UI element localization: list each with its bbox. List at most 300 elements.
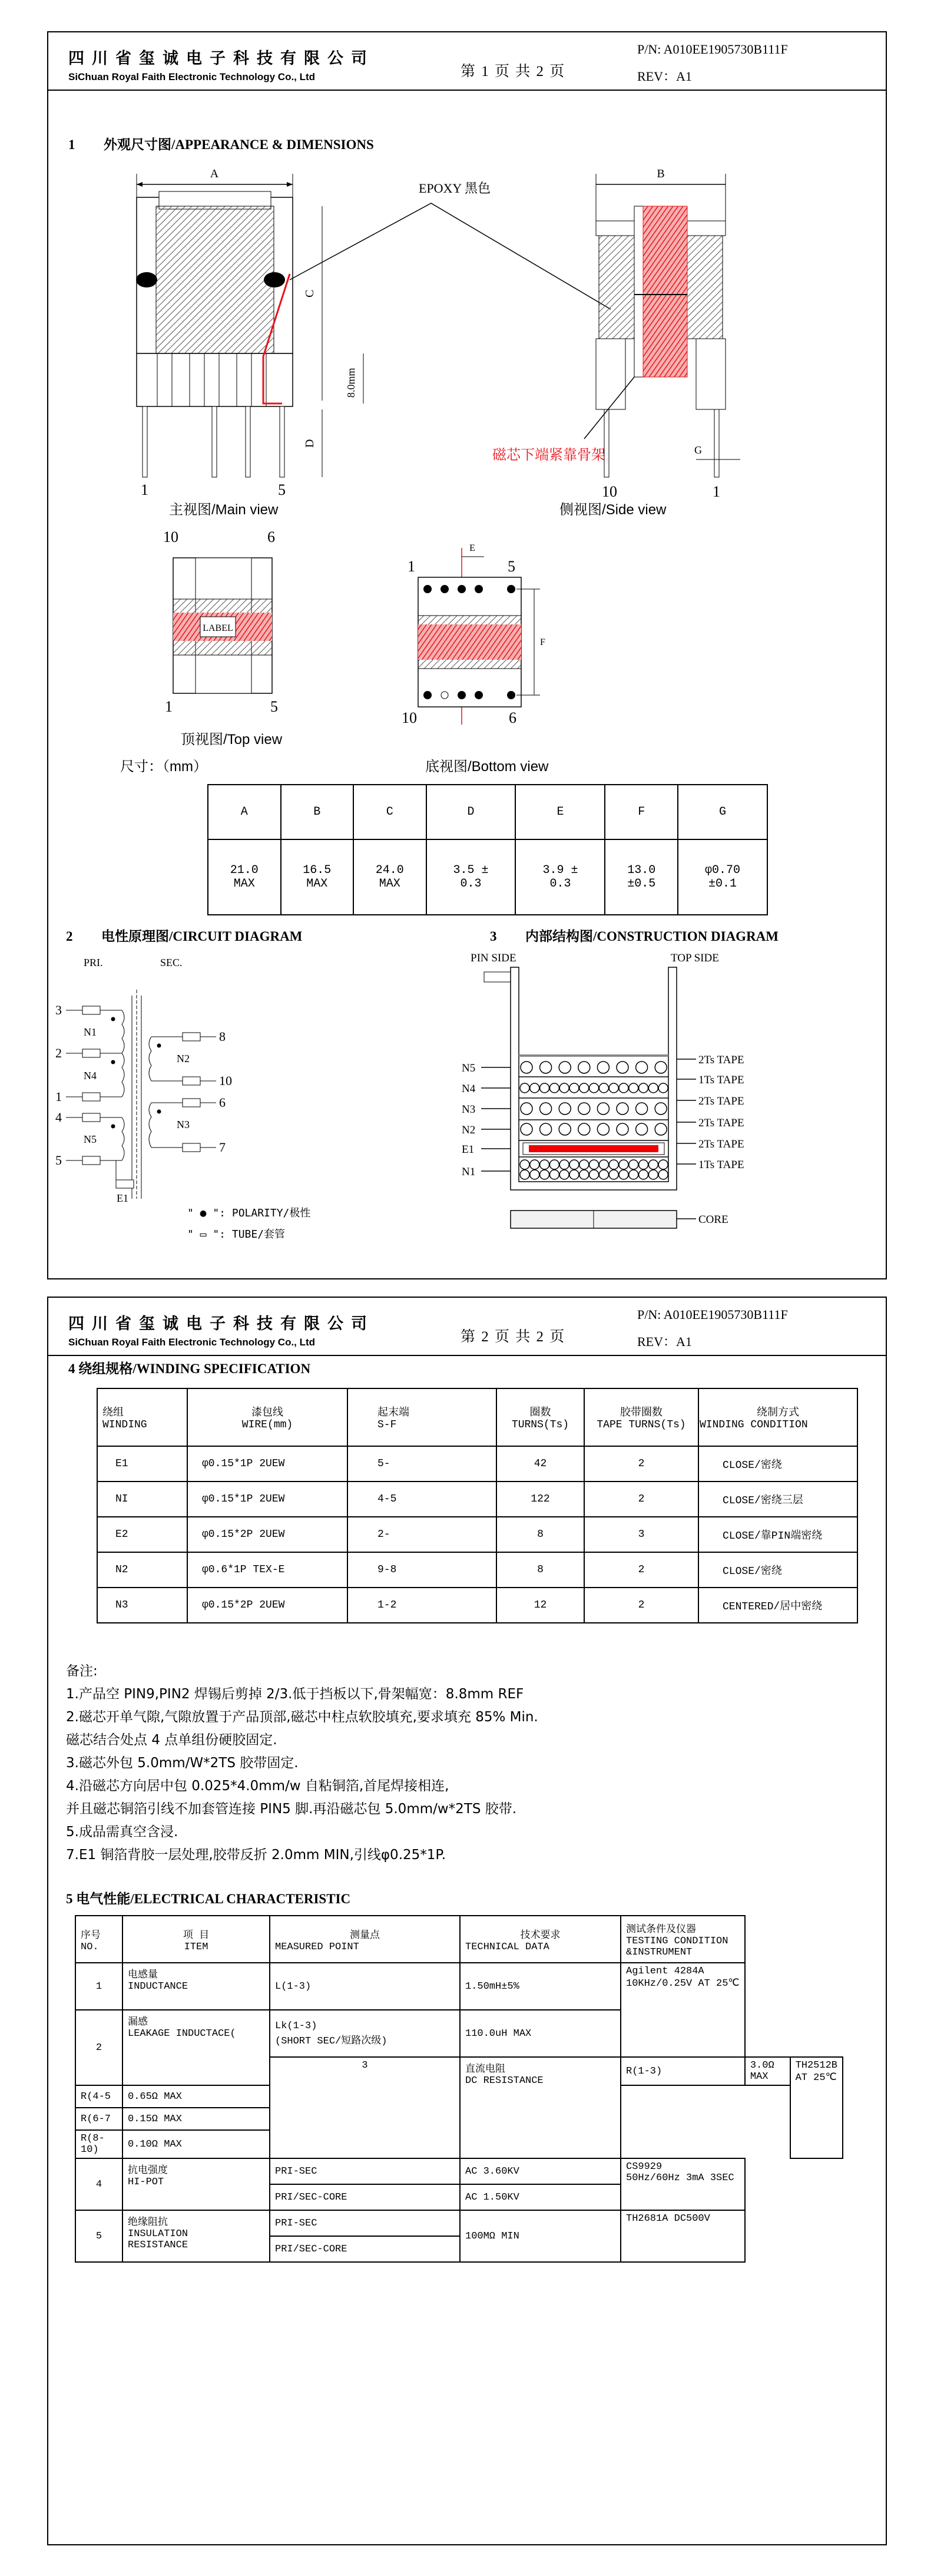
electrical-header [270, 1916, 460, 1963]
wire-turn [578, 1123, 590, 1135]
top-view-label: LABEL [203, 623, 233, 633]
item-name-cn: 漏感 [128, 2017, 148, 2028]
note-line: 7.E1 铜箔背胶一层处理,胶带反折 2.0mm MIN,引线φ0.25*1P. [66, 1847, 446, 1863]
turns: 42 [496, 1446, 584, 1482]
tape-label: 2Ts TAPE [698, 1095, 744, 1107]
shield-copper [529, 1145, 658, 1152]
header-cn: 起末端 [377, 1407, 409, 1419]
wire-turn [569, 1160, 579, 1169]
section-4-title [68, 1358, 310, 1377]
tape-turns: 2 [584, 1552, 698, 1588]
technical-data: 0.10Ω MAX [122, 2130, 270, 2158]
section-5-title [66, 1888, 350, 1907]
dim-header: F [605, 785, 678, 839]
side-pin-1: 1 [713, 483, 720, 500]
electrical-header [460, 1916, 621, 1963]
item-name [460, 2057, 621, 2158]
section-number: 5 [66, 1892, 73, 1906]
wire-turn [629, 1170, 638, 1179]
wire-turn [609, 1170, 618, 1179]
electrical-table [75, 1915, 843, 2263]
wire-turn [540, 1103, 552, 1115]
dim-value-line: 21.0 [230, 864, 259, 877]
header-cn: 绕组 [102, 1407, 124, 1419]
page-1 [47, 31, 887, 1279]
note-line: 3.磁芯外包 5.0mm/W*2TS 胶带固定. [66, 1755, 299, 1771]
wire-turn [636, 1123, 648, 1135]
page-header [48, 32, 886, 91]
wire-turn [619, 1160, 628, 1169]
item-number: 3 [270, 2057, 460, 2158]
revision: REV：A1 [637, 1334, 692, 1349]
core-label: CORE [698, 1213, 728, 1226]
tape-label: 1Ts TAPE [698, 1159, 744, 1171]
company-name-en: SiChuan Royal Faith Electronic Technology Co., Ltd [68, 71, 316, 82]
header-cn: 绕制方式 [757, 1407, 799, 1419]
layer-e1: E1 [462, 1143, 475, 1156]
dim-b-label: B [657, 167, 665, 180]
start-finish: 1-2 [347, 1588, 496, 1623]
winding-name: NI [97, 1482, 187, 1517]
electrical-row [75, 2158, 843, 2184]
dim-value-line: 13.0 [627, 864, 656, 877]
shield-e1: E1 [117, 1192, 128, 1204]
wire-turn [521, 1123, 532, 1135]
sec-label: SEC. [160, 957, 183, 968]
dim-header: B [281, 785, 354, 839]
item-name [122, 2158, 270, 2210]
winding-header [97, 1388, 187, 1446]
wire-turn [655, 1062, 667, 1073]
section-number: 4 [68, 1361, 75, 1376]
wire-turn [658, 1083, 668, 1093]
dim-value-line: 0.3 [460, 877, 482, 891]
wire-turn [520, 1170, 529, 1179]
wire-turn [597, 1103, 609, 1115]
item-name-en: LEAKAGE INDUCTACE( [128, 2028, 236, 2039]
wire-turn [559, 1083, 569, 1093]
pin-side-label: PIN SIDE [471, 952, 516, 964]
winding-name: N3 [97, 1588, 187, 1623]
winding-header [496, 1388, 584, 1446]
section-number: 3 [490, 929, 497, 944]
winding-row [97, 1446, 857, 1482]
header-en: WIRE(mm) [241, 1419, 293, 1431]
winding-condition: CLOSE/靠PIN端密绕 [698, 1517, 857, 1552]
wire-spec: φ0.6*1P TEX-E [187, 1552, 347, 1588]
construction-diagram [461, 948, 885, 1237]
header-en: WINDING CONDITION [700, 1419, 808, 1431]
wire-spec: φ0.15*2P 2UEW [187, 1517, 347, 1552]
testing-condition [621, 2158, 745, 2210]
wire-turn [540, 1170, 549, 1179]
appearance-drawing [48, 156, 888, 510]
wire-turn [520, 1160, 529, 1169]
layer-n2: N2 [462, 1124, 476, 1136]
wire-turn [579, 1160, 589, 1169]
wire-turn [636, 1062, 648, 1073]
electrical-row [75, 1963, 843, 2010]
notes [66, 1660, 538, 1867]
dim-header: D [426, 785, 516, 839]
note-line: 2.磁芯开单气隙,气隙放置于产品顶部,磁芯中柱点软胶填充,要求填充 85% Min. [66, 1709, 538, 1725]
notes-title: 备注: [66, 1664, 98, 1679]
wire-turn [589, 1170, 599, 1179]
winding-condition: CLOSE/密绕三层 [698, 1482, 857, 1517]
company-name-en: SiChuan Royal Faith Electronic Technology Co., Ltd [68, 1337, 316, 1348]
testing-condition-line: 50Hz/60Hz 3mA 3SEC [626, 2172, 734, 2184]
circuit-diagram [48, 948, 461, 1208]
header-en: TURNS(Ts) [511, 1419, 569, 1431]
company-name-cn: 四川省玺诚电子科技有限公司 [68, 49, 375, 68]
dim-e-label: E [469, 543, 475, 553]
part-number: P/N: A010EE1905730B111F [637, 42, 788, 57]
header-cn: 序号 [81, 1930, 101, 1942]
section-number: 2 [66, 929, 73, 944]
winding-header [584, 1388, 698, 1446]
wire-turn [521, 1103, 532, 1115]
tape-label: 2Ts TAPE [698, 1117, 744, 1129]
note-line: 5.成品需真空含浸. [66, 1824, 178, 1840]
section-title-cn: 电性原理图 [101, 929, 169, 944]
header-en: S-F [377, 1419, 397, 1431]
dim-value-line: 3.5 ± [453, 864, 489, 877]
section-title-en: /APPEARANCE & DIMENSIONS [171, 137, 374, 152]
item-number: 4 [75, 2158, 122, 2210]
page-2 [47, 1297, 887, 2545]
wire-turn [617, 1062, 628, 1073]
tape-label: 1Ts TAPE [698, 1074, 744, 1086]
wire-turn [648, 1160, 658, 1169]
start-finish: 9-8 [347, 1552, 496, 1588]
measured-point: R(1-3) [621, 2057, 745, 2085]
technical-data: 3.0Ω MAX [745, 2057, 790, 2085]
wire-turn [658, 1170, 668, 1179]
dim-value-c [353, 839, 426, 915]
start-finish: 2- [347, 1517, 496, 1552]
header-en: TECHNICAL DATA [465, 1941, 549, 1953]
layer-n3: N3 [462, 1103, 476, 1116]
page-number: 第 1 页 共 2 页 [461, 64, 566, 80]
dim-value-b [281, 839, 354, 915]
top-side-label: TOP SIDE [671, 952, 719, 964]
dim-value-line: 3.9 ± [542, 864, 578, 877]
measured-point: PRI-SEC [270, 2210, 460, 2236]
winding-n5: N5 [84, 1133, 97, 1145]
dimension-header-row [208, 785, 767, 839]
core-note: 磁芯下端紧靠骨架 [492, 448, 605, 463]
wire-turn [559, 1062, 571, 1073]
wire-turn [648, 1083, 658, 1093]
winding-header [347, 1388, 496, 1446]
note-line: 4.沿磁芯方向居中包 0.025*4.0mm/w 自粘铜箔,首尾焊接相连, [66, 1778, 449, 1794]
dim-value-line: ±0.5 [627, 877, 656, 891]
testing-condition-line: TH2681A DC500V [626, 2213, 710, 2224]
dim-value-line: 16.5 [303, 864, 332, 877]
dim-value-line: 0.3 [549, 877, 571, 891]
item-name [122, 2010, 270, 2085]
item-name-cn: 绝缘阻抗 [128, 2217, 168, 2228]
note-line: 磁芯结合处点 4 点单组份硬胶固定. [66, 1732, 277, 1748]
dim-header: A [208, 785, 281, 839]
tape-turns: 2 [584, 1482, 698, 1517]
item-name-cn: 直流电阻 [465, 2064, 505, 2075]
layer-n5: N5 [462, 1062, 476, 1074]
winding-condition: CLOSE/密绕 [698, 1552, 857, 1588]
bottom-pin-6: 6 [509, 709, 516, 726]
technical-data: 1.50mH±5% [460, 1963, 621, 2010]
dim-value-line: MAX [379, 877, 400, 891]
bottom-view-caption: 底视图/Bottom view [425, 759, 549, 775]
wire-turn [530, 1170, 539, 1179]
technical-data: 0.15Ω MAX [122, 2108, 270, 2130]
wire-turn [549, 1170, 559, 1179]
item-number: 2 [75, 2010, 122, 2085]
pin-2: 2 [55, 1046, 62, 1060]
side-view-caption: 侧视图/Side view [559, 502, 667, 518]
tape-turns: 2 [584, 1446, 698, 1482]
testing-condition-line: AT 25℃ [795, 2072, 837, 2084]
item-name-cn: 抗电强度 [128, 2165, 168, 2177]
dim-value-a [208, 839, 281, 915]
wire-turn [617, 1103, 628, 1115]
wire-turn [578, 1103, 590, 1115]
company-name-cn: 四川省玺诚电子科技有限公司 [68, 1315, 375, 1333]
wire-turn [559, 1170, 569, 1179]
measured-point-line: Lk(1-3) [275, 2020, 317, 2032]
epoxy-label: EPOXY 黑色 [418, 181, 491, 196]
header-en: NO. [81, 1941, 99, 1953]
dim-value-line: 24.0 [375, 864, 404, 877]
section-3-title [490, 925, 779, 945]
testing-condition-line: Agilent 4284A [626, 1966, 704, 1977]
measured-point: R(8-10) [75, 2130, 122, 2158]
winding-name: E1 [97, 1446, 187, 1482]
technical-data: 110.0uH MAX [460, 2010, 621, 2057]
side-view [492, 167, 740, 500]
testing-condition-line: TH2512B [795, 2060, 837, 2071]
bottom-pin-5: 5 [508, 558, 515, 575]
turns: 8 [496, 1517, 584, 1552]
dim-value-line: MAX [306, 877, 328, 891]
testing-condition-line: 10KHz/0.25V AT 25℃ [626, 1978, 740, 1989]
item-name [122, 1963, 270, 2010]
wire-turn [648, 1170, 658, 1179]
wire-turn [639, 1170, 648, 1179]
electrical-header [621, 1916, 745, 1963]
section-title-en: /ELECTRICAL CHARACTERISTIC [130, 1892, 351, 1906]
wire-turn [639, 1160, 648, 1169]
wire-spec: φ0.15*1P 2UEW [187, 1482, 347, 1517]
wire-turn [658, 1160, 668, 1169]
note-line: 并且磁芯铜箔引线不加套管连接 PIN5 脚.再沿磁芯包 5.0mm/w*2TS 胶带. [66, 1801, 517, 1817]
dim-value-line: ±0.1 [708, 877, 737, 891]
measured-point: L(1-3) [270, 1963, 460, 2010]
technical-data: AC 1.50KV [460, 2184, 621, 2210]
pin-5: 5 [55, 1153, 62, 1168]
pin-8: 8 [219, 1029, 226, 1044]
measured-point: PRI/SEC-CORE [270, 2236, 460, 2262]
winding-row [97, 1517, 857, 1552]
winding-table [97, 1388, 858, 1623]
electrical-header-row [75, 1916, 843, 1963]
pin-6: 6 [219, 1095, 226, 1110]
measured-point: R(4-5 [75, 2085, 122, 2108]
wire-turn [629, 1160, 638, 1169]
turns: 122 [496, 1482, 584, 1517]
wire-turn [639, 1083, 648, 1093]
measured-point: PRI/SEC-CORE [270, 2184, 460, 2210]
header-en: ITEM [184, 1941, 208, 1953]
wire-turn [530, 1083, 539, 1093]
wire-turn [619, 1170, 628, 1179]
testing-condition [621, 2210, 745, 2262]
winding-n3: N3 [177, 1119, 190, 1130]
start-finish: 4-5 [347, 1482, 496, 1517]
top-view-caption: 顶视图/Top view [181, 732, 283, 748]
wire-turn [549, 1083, 559, 1093]
wire-turn [520, 1083, 529, 1093]
pin-10: 10 [219, 1073, 232, 1088]
pin-4: 4 [55, 1110, 62, 1125]
section-2-title [66, 925, 302, 945]
section-title-en: /CONSTRUCTION DIAGRAM [593, 929, 779, 944]
wire-turn [579, 1083, 589, 1093]
dim-header: G [678, 785, 767, 839]
bottom-pin-10: 10 [402, 709, 417, 726]
units-label: 尺寸：（mm） [120, 759, 207, 775]
legend-tube: " ▭ ": TUBE/套管 [187, 1228, 286, 1241]
legend-polarity: " ● ": POLARITY/极性 [187, 1207, 311, 1219]
measured-point: R(6-7 [75, 2108, 122, 2130]
page-header [48, 1298, 886, 1356]
winding-row [97, 1552, 857, 1588]
dim-value-f [605, 839, 678, 915]
pin-1: 1 [55, 1089, 62, 1104]
winding-n1: N1 [84, 1026, 97, 1038]
tape-turns: 3 [584, 1517, 698, 1552]
section-title-en: /CIRCUIT DIAGRAM [169, 929, 303, 944]
dim-header: C [353, 785, 426, 839]
dim-value-line: φ0.70 [704, 864, 740, 877]
header-cn: 圈数 [529, 1407, 551, 1419]
wire-turn [521, 1062, 532, 1073]
pri-label: PRI. [84, 957, 103, 968]
wire-turn [597, 1062, 609, 1073]
wire-spec: φ0.15*2P 2UEW [187, 1588, 347, 1623]
top-pin-10: 10 [163, 528, 178, 545]
wire-turn [655, 1103, 667, 1115]
turns: 12 [496, 1588, 584, 1623]
wire-turn [530, 1160, 539, 1169]
wire-turn [617, 1123, 628, 1135]
measured-point-line: (SHORT SEC/短路次级) [275, 2035, 387, 2047]
wire-turn [569, 1083, 579, 1093]
dim-g-label: G [694, 444, 702, 456]
item-name-en: HI-POT [128, 2177, 164, 2188]
wire-turn [589, 1160, 599, 1169]
wire-turn [559, 1103, 571, 1115]
top-pin-1: 1 [165, 698, 173, 715]
wire-turn [589, 1083, 599, 1093]
header-en: MEASURED POINT [275, 1941, 359, 1953]
wire-turn [540, 1160, 549, 1169]
wire-turn [559, 1123, 571, 1135]
item-number: 1 [75, 1963, 122, 2010]
item-name-en: DC RESISTANCE [465, 2075, 544, 2086]
winding-n2: N2 [177, 1053, 190, 1064]
dim-a-label: A [210, 167, 219, 180]
section-1-title [68, 134, 374, 153]
wire-turn [609, 1160, 618, 1169]
header-en: WINDING [102, 1419, 147, 1431]
bottom-view [402, 543, 545, 726]
tape-turns: 2 [584, 1588, 698, 1623]
wire-turn [549, 1160, 559, 1169]
header-cn: 测量点 [350, 1930, 380, 1942]
dim-value-line: MAX [233, 877, 255, 891]
wire-spec: φ0.15*1P 2UEW [187, 1446, 347, 1482]
dim-header: E [515, 785, 605, 839]
wire-turn [597, 1123, 609, 1135]
wire-turn [599, 1170, 608, 1179]
section-number: 1 [68, 137, 75, 152]
top-pin-5: 5 [270, 698, 278, 715]
winding-name: E2 [97, 1517, 187, 1552]
turns: 8 [496, 1552, 584, 1588]
header-en: TESTING CONDITION &INSTRUMENT [626, 1936, 728, 1958]
tape-label: 2Ts TAPE [698, 1138, 744, 1150]
winding-condition: CENTERED/居中密绕 [698, 1588, 857, 1623]
wire-turn [578, 1062, 590, 1073]
winding-row [97, 1482, 857, 1517]
technical-data: 100MΩ MIN [460, 2210, 621, 2262]
electrical-header [122, 1916, 270, 1963]
item-name-en: INDUCTANCE [128, 1981, 188, 1992]
page-number: 第 2 页 共 2 页 [461, 1329, 566, 1345]
electrical-header [75, 1916, 122, 1963]
section-title-cn: 内部结构图 [525, 929, 593, 944]
wire-turn [619, 1083, 628, 1093]
header-en: TAPE TURNS(Ts) [597, 1419, 686, 1431]
top-bottom-views [48, 524, 888, 728]
wire-turn [655, 1123, 667, 1135]
note-line: 1.产品空 PIN9,PIN2 焊锡后剪掉 2/3.低于挡板以下,骨架幅宽：8.8mm REF [66, 1687, 524, 1702]
wire-turn [599, 1160, 608, 1169]
dimension-table [207, 784, 768, 915]
part-number: P/N: A010EE1905730B111F [637, 1307, 788, 1322]
side-pin-10: 10 [602, 483, 617, 500]
dim-f-label: F [540, 637, 545, 647]
top-view [163, 528, 278, 715]
winding-header [698, 1388, 857, 1446]
item-number: 5 [75, 2210, 122, 2262]
main-view [136, 167, 363, 498]
dim-8mm-label: 8.0mm [345, 368, 357, 398]
wire-turn [599, 1083, 608, 1093]
measured-point [270, 2010, 460, 2057]
tape-label: 2Ts TAPE [698, 1054, 744, 1066]
winding-header [187, 1388, 347, 1446]
main-view-caption: 主视图/Main view [169, 502, 279, 518]
wire-turn [540, 1083, 549, 1093]
main-pin-1: 1 [141, 481, 148, 498]
measured-point: PRI-SEC [270, 2158, 460, 2184]
item-name-en: INSULATION [128, 2228, 188, 2240]
section-title-cn: 绕组规格 [78, 1361, 133, 1377]
technical-data: AC 3.60KV [460, 2158, 621, 2184]
item-name-cn: 电感量 [128, 1970, 158, 1981]
